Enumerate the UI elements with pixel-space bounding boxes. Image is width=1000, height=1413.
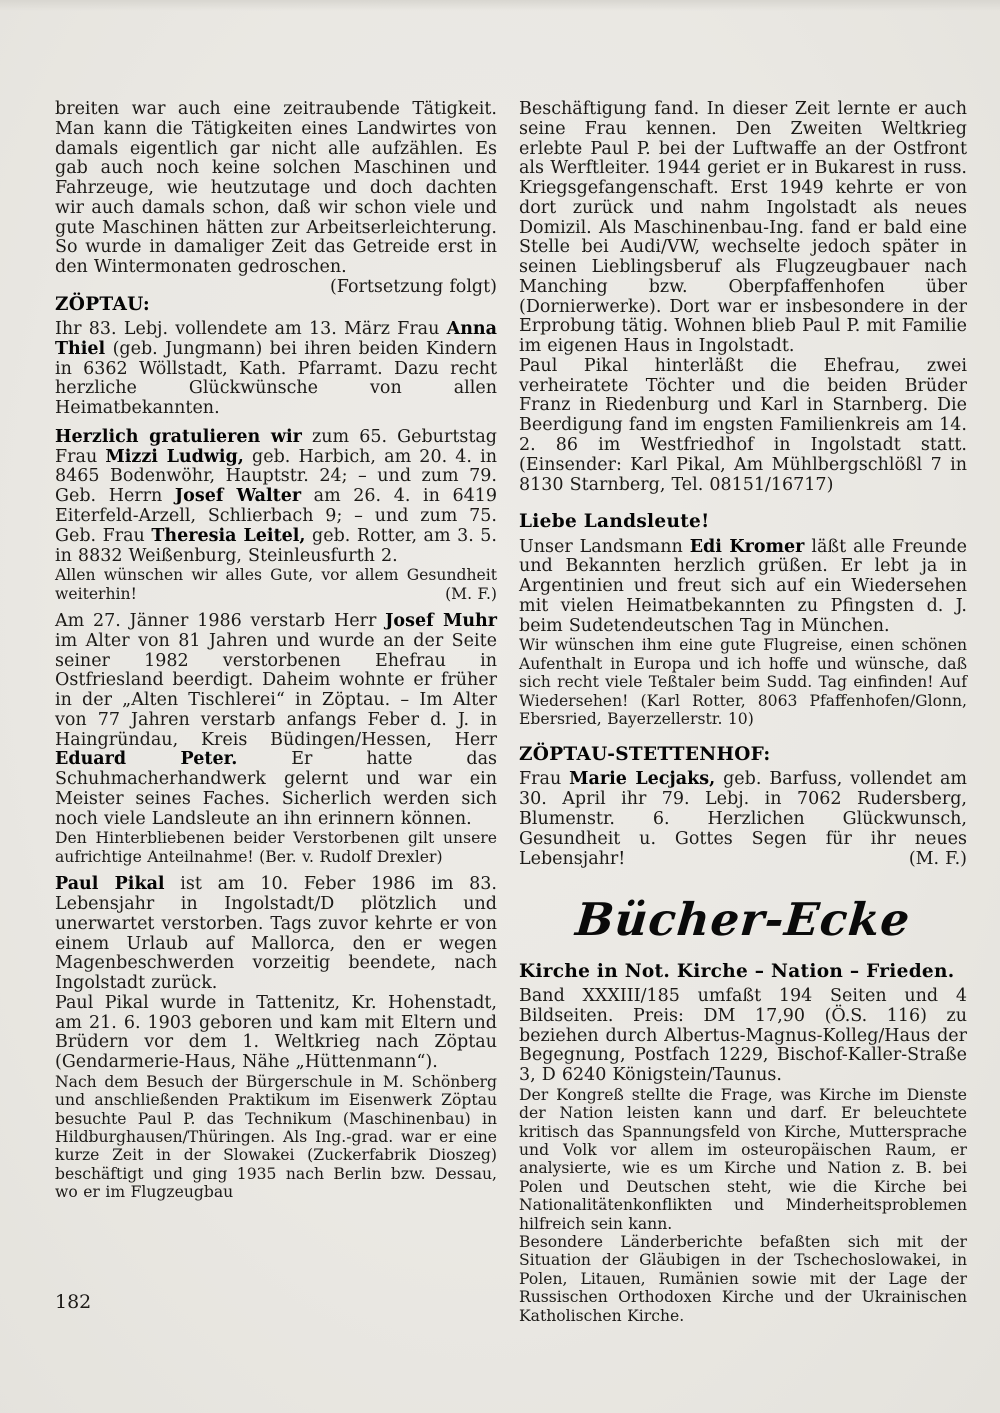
text-run: Er hatte das Schuhmacherhandwerk gelernt und war ein Meister seines Faches. Sicherlich werden sich noch viele Landsleute an ihn erinnern können. — [55, 749, 497, 829]
text-run: Wir wünschen ihm eine gute Flugreise, einen schönen Aufenthalt in Europa und ich hoffe und wünsche, daß sich recht viele Teßtaler beim Sudd. Tag einfinden! Auf Wiedersehen! (Karl Rotter, 8063 Pfaffenhofen/Glonn, Ebersried, Bayerzellerstr. 10) — [519, 636, 967, 728]
buecher-ecke-title: Bücher-Ecke — [573, 893, 913, 947]
text-run: (geb. Jungmann) bei ihren beiden Kindern in 6362 Wöllstadt, Kath. Pfarramt. Dazu recht herzliche Glückwünsche von allen Heimatbekannten. — [55, 338, 497, 419]
text-run: im Alter von 81 Jahren und wurde an der Seite seiner 1982 verstorbenen Ehefrau in Ostfriesland beerdigt. Daheim wohnte er früher in der „Alten Tischlerei“ in Zöptau. – Im Alter von 77 Jahren verstarb anfangs Feber d. J. in Haingründau, Kreis Büdingen/Hessen, Herr — [55, 630, 497, 750]
text-run: breiten war auch eine zeitraubende Tätigkeit. Man kann die Tätigkeiten eines Landwirtes von damals eigentlich gar nicht alle aufzählen. Es gab auch noch keine solchen Maschinen und Fahrzeuge, wie heutzutage und doch dachten wir auch damals schon, daß wir schon viele und gute Maschinen hätten zur Arbeitserleichterung. So wurde in damaliger Zeit das Getreide erst in den Wintermonaten gedroschen. — [55, 99, 497, 278]
text-run: Nach dem Besuch der Bürgerschule in M. Schönberg und anschließenden Praktikum im Eisenwerk Zöptau besuchte Paul P. das Technikum (Maschinenbau) in Hildburghausen/Thüringen. Als Ing.-grad. war er eine kurze Zeit in der Slowakei (Zuckerfabrik Dioszeg) beschäftigt und ging 1935 nach Berlin bzw. Dessau, wo er im Flugzeugbau — [55, 1072, 497, 1202]
emphasized-name: Mizzi Ludwig, — [105, 446, 244, 467]
text-run: Paul Pikal hinterläßt die Ehefrau, zwei verheiratete Töchter und die beiden Brüder Franz in Riedenburg und Karl in Starnberg. Die Beerdigung fand im engsten Familienkreis am 14. 2. 86 im Westfriedhof in Ingolstadt statt. (Einsender: Karl Pikal, Am Mühlbergschlößl 7 in 8130 Starnberg, Tel. 08151/16717) — [519, 355, 967, 495]
paragraph-wuensche — [55, 566, 497, 603]
text-run: Am 27. Jänner 1986 verstarb Herr — [55, 611, 386, 632]
emphasized-name: Edi Kromer — [689, 536, 805, 557]
text-run: Besondere Länderberichte befaßten sich mit der Situation der Gläubigen in der Tschechoslowakei, in Polen, Litauen, Rumänien sowie mit der Lage der Russischen Orthodoxen Kirche und der Ukrainischen Katholischen Kirche. — [519, 1232, 967, 1325]
emphasized-name: Josef Walter — [174, 486, 302, 507]
text-run: ist am 10. Feber 1986 im 83. Lebensjahr in Ingolstadt/D plötzlich und unerwartet verstorben. Tags zuvor kehrte er von einem Urlaub auf Mallorca, den er wegen Magenbeschwerden vorzeitig beendete, nach Ingolstadt zurück. — [55, 874, 497, 994]
emphasized-name: Eduard Peter. — [55, 749, 238, 770]
paragraph-tail: (M. F.) — [908, 848, 967, 869]
text-run: geb. Rotter, am 3. 5. in 8832 Weißenburg, Steinleusfurth 2. — [55, 525, 497, 566]
paragraph-band-info — [519, 987, 967, 1086]
text-run: Beschäftigung fand. In dieser Zeit lernte er auch seine Frau kennen. Den Zweiten Weltkrieg erlebte Paul P. bei der Luftwaffe an der Ostfront als Werftleiter. 1944 geriet er in Bukarest in russ. Kriegsgefangenschaft. Erst 1949 kehrte er von dort zurück und nahm Ingolstadt als neues Domizil. Als Maschinenbau-Ing. fand er bald eine Stelle bei Audi/VW, wechselte jedoch später in seinen Lieblingsberuf als Flugzeugbauer nach Manching bzw. Oberpfaffenhofen über (Dornierwerke). Dort war er insbesondere in der Erprobung tätig. Wohnen blieb Paul P. mit Familie im eigenen Haus in Ingolstadt. — [519, 99, 967, 357]
paragraph-kongress — [519, 1086, 967, 1233]
text-run: Der Kongreß stellte die Frage, was Kirche im Dienste der Nation leisten kann und darf. Er beleuchtete kritisch das Spannungsfeld von Kirche, Muttersprache und Volk vor allem im osteuropäischen Raum, er analysierte, wie es um Kirche und Nation z. B. bei Polen und Deutschen steht, wie die Kirche bei Nationalitätenkonflikten und Minderheitsproblemen hilfreich sein kann. — [519, 1085, 967, 1233]
paragraph-paul-pikal-geburt — [55, 994, 497, 1073]
paragraph-edi-kromer — [519, 538, 967, 637]
emphasized-name: Josef Muhr — [385, 611, 497, 632]
paragraph-laenderberichte — [519, 1233, 967, 1325]
text-run: Den Hinterbliebenen beider Verstorbenen gilt unsere aufrichtige Anteilnahme! (Ber. v. Rudolf Drexler) — [55, 829, 497, 866]
text-run: am 26. 4. in 6419 Eiterfeld-Arzell, Schlierbach 9; – und zum 75. Geb. Frau — [55, 486, 497, 546]
paragraph-paul-pikal-leben — [519, 100, 967, 357]
paragraph-landwirt-fortsetzung — [55, 99, 497, 297]
left-column — [55, 100, 497, 1325]
heading-zoeptau: ZÖPTAU: — [55, 293, 151, 315]
paragraph-todesfaelle — [55, 612, 497, 829]
paragraph-flugreise — [519, 636, 967, 728]
page-number: 182 — [55, 1291, 92, 1313]
text-run: läßt alle Freunde und Bekannten herzlich grüßen. Er lebt ja in Argentinien und freut sich auf ein Wiedersehen mit vielen Heimatbekannten zu Pfingsten d. J. beim Sudetendeutschen Tag in München. — [519, 536, 967, 636]
emphasized-name: Theresia Leitel, — [151, 525, 306, 546]
heading-zoeptau-stettenhof: ZÖPTAU-STETTENHOF: — [519, 744, 771, 766]
paragraph-anteilnahme — [55, 829, 497, 866]
paragraph-gratulationen — [55, 428, 497, 566]
paragraph-paul-pikal-familie — [519, 357, 967, 495]
text-run: Band XXXIII/185 umfaßt 194 Seiten und 4 Bildseiten. Preis: DM 17,90 (Ö.S. 116) zu beziehen durch Albertus-Magnus-Kolleg/Haus der Begegnung, Postfach 1229, Bischof-Kaller-Straße 3, D 6240 Königstein/Taunus. — [519, 985, 967, 1086]
paragraph-marie-lecjaks — [519, 770, 967, 869]
text-run: zum 65. Geburtstag Frau — [55, 426, 497, 467]
paragraph-tail: (Fortsetzung folgt) — [329, 276, 497, 297]
text-run: Paul Pikal wurde in Tattenitz, Kr. Hohenstadt, am 21. 6. 1903 geboren und kam mit Eltern und Brüdern vor dem 1. Weltkrieg nach Zöptau (Gendarmerie-Haus, Nähe „Hüttenmann“). — [55, 992, 497, 1073]
paragraph-anna-thiel — [55, 320, 497, 419]
text-run: Allen wünschen wir alles Gute, vor allem Gesundheit weiterhin! — [55, 566, 497, 603]
paragraph-paul-pikal-tod — [55, 875, 497, 994]
text-run: Frau — [519, 769, 570, 790]
right-column — [519, 100, 967, 1325]
emphasized-name: Marie Lecjaks, — [569, 769, 716, 790]
emphasized-name: Paul Pikal — [55, 874, 165, 895]
heading-kirche-in-not: Kirche in Not. Kirche – Nation – Frieden. — [519, 960, 955, 982]
text-run: geb. Barfuss, vollendet am 30. April ihr 79. Lebj. in 7062 Rudersberg, Blumenstr. 6. Herzlichen Glückwunsch, Gesundheit u. Gottes Segen für ihr neues Lebensjahr! — [519, 769, 968, 869]
text-run: geb. Harbich, am 20. 4. in 8465 Bodenwöhr, Hauptstr. 24; – und zum 79. Geb. Herrn — [55, 446, 497, 507]
heading-liebe-landsleute: Liebe Landsleute! — [519, 511, 710, 533]
paragraph-tail: (M. F.) — [445, 584, 497, 603]
text-run: Ihr 83. Lebj. vollendete am 13. März Frau — [55, 319, 447, 340]
paragraph-paul-pikal-ausbildung — [55, 1073, 497, 1202]
text-run: Unser Landsmann — [519, 536, 690, 557]
emphasized-name: Anna Thiel — [55, 319, 497, 359]
emphasized-name: Herzlich gratulieren wir — [55, 426, 302, 447]
